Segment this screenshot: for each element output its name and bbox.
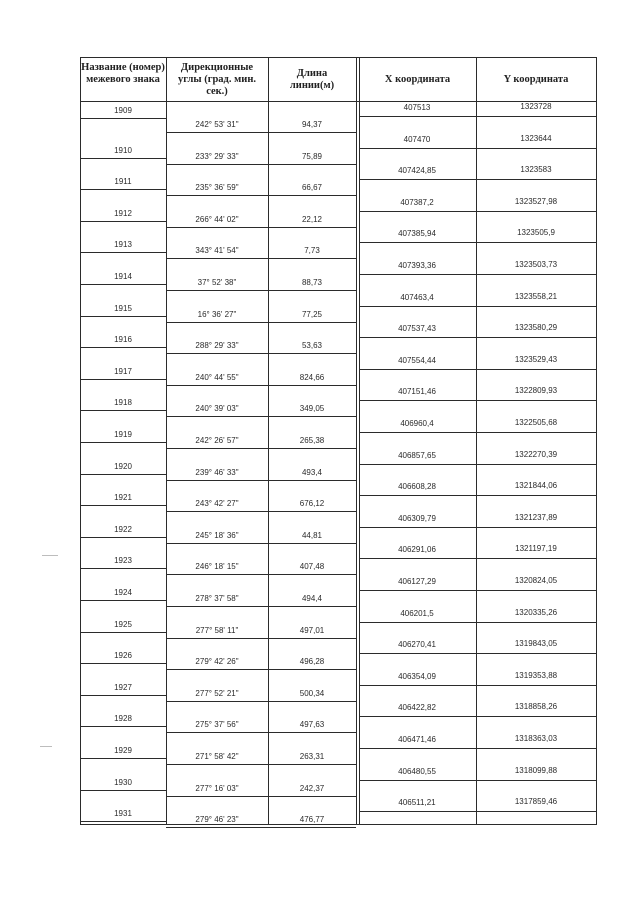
row-divider: [359, 780, 596, 781]
x-coordinate: 406471,46: [398, 735, 436, 744]
x-coordinate: 406857,65: [398, 450, 436, 460]
point-name: 1917: [114, 366, 132, 376]
x-coordinate: 407513: [403, 103, 431, 112]
direction-angle: 243° 42' 27": [195, 499, 239, 509]
direction-angle: 246° 18' 15": [195, 562, 239, 572]
point-name: 1919: [114, 430, 132, 439]
direction-angle: 288° 29' 33": [195, 341, 239, 351]
y-coordinate: 1322270,39: [514, 449, 558, 459]
row-divider: [80, 410, 166, 411]
row-divider: [359, 274, 596, 275]
line-length: 497,01: [299, 625, 325, 635]
y-coordinate: 1319843,05: [514, 639, 558, 649]
line-length: 496,28: [299, 657, 325, 667]
direction-angle: 277° 16' 03": [195, 783, 239, 793]
x-coordinate: 407463,4: [400, 292, 434, 302]
point-name: 1909: [114, 106, 132, 115]
row-divider: [166, 732, 356, 733]
row-divider: [166, 322, 356, 323]
row-divider: [80, 600, 166, 601]
row-divider: [166, 764, 356, 765]
line-length: 66,67: [301, 183, 323, 193]
x-coordinate: 406608,28: [398, 482, 436, 492]
row-divider: [166, 827, 356, 828]
row-divider: [80, 758, 166, 759]
scan-mark: [40, 746, 52, 747]
row-divider: [359, 242, 596, 243]
point-name: 1931: [114, 809, 132, 819]
header-angle: Дирекционные углы (град. мин. сек.): [178, 62, 256, 97]
row-divider: [80, 537, 166, 538]
y-coordinate: 1323558,21: [514, 291, 558, 301]
x-coordinate: 407385,94: [398, 229, 436, 239]
row-divider: [359, 716, 596, 717]
row-divider: [80, 118, 166, 119]
y-coordinate: 1323527,98: [514, 196, 558, 206]
y-coordinate: 1318858,26: [514, 702, 558, 712]
line-length: 77,25: [301, 309, 323, 319]
row-divider: [166, 258, 356, 259]
line-length: 494,4: [301, 594, 323, 603]
x-coordinate: 406960,4: [400, 419, 434, 428]
row-divider: [359, 116, 596, 117]
direction-angle: 240° 39' 03": [195, 404, 239, 414]
x-coordinate: 406309,79: [398, 513, 436, 523]
row-divider: [359, 685, 596, 686]
row-divider: [80, 252, 166, 253]
row-divider: [359, 590, 596, 591]
point-name: 1912: [114, 208, 132, 218]
scan-mark: [42, 555, 58, 556]
y-coordinate: 1323503,73: [514, 260, 558, 269]
row-divider: [80, 663, 166, 664]
row-divider: [359, 369, 596, 370]
y-coordinate: 1323505,9: [517, 228, 555, 238]
row-divider: [80, 158, 166, 159]
x-coordinate: 406127,29: [398, 577, 436, 586]
direction-angle: 343° 41' 54": [195, 246, 239, 256]
row-divider: [166, 416, 356, 417]
x-coordinate: 406354,09: [398, 671, 436, 681]
point-name: 1927: [114, 682, 132, 692]
x-coordinate: 407424,85: [398, 166, 436, 176]
y-coordinate: 1319353,88: [514, 670, 558, 680]
row-divider: [80, 221, 166, 222]
line-length: 7,73: [304, 246, 320, 256]
direction-angle: 277° 58' 11": [195, 625, 239, 635]
row-divider: [80, 505, 166, 506]
row-divider: [80, 347, 166, 348]
x-coordinate: 407387,2: [400, 197, 434, 207]
point-name: 1928: [114, 714, 132, 724]
x-coordinate: 406270,41: [398, 640, 436, 650]
y-coordinate: 1321197,19: [515, 544, 557, 554]
header-length: Длина линии(м): [289, 68, 335, 91]
direction-angle: 235° 36' 59": [195, 183, 239, 193]
direction-angle: 279° 42' 26": [195, 657, 239, 667]
y-coordinate: 1323529,43: [514, 354, 558, 364]
row-divider: [80, 316, 166, 317]
row-divider: [166, 385, 356, 386]
row-divider: [166, 638, 356, 639]
line-length: 22,12: [301, 214, 323, 224]
row-divider: [166, 480, 356, 481]
line-length: 497,63: [299, 720, 325, 730]
x-coordinate: 407470: [403, 134, 431, 144]
point-name: 1922: [114, 524, 132, 534]
direction-angle: 278° 37' 58": [195, 594, 239, 603]
line-length: 407,48: [299, 562, 325, 572]
point-name: 1913: [114, 240, 132, 250]
direction-angle: 277° 52' 21": [195, 688, 239, 698]
row-divider: [80, 632, 166, 633]
row-divider: [80, 821, 166, 822]
x-coordinate: 407151,46: [398, 387, 436, 397]
line-length: 824,66: [299, 372, 325, 382]
direction-angle: 245° 18' 36": [195, 530, 239, 540]
y-coordinate: 1323644: [520, 133, 552, 143]
direction-angle: 16° 36' 27": [197, 309, 237, 319]
direction-angle: 242° 53' 31": [195, 120, 239, 129]
row-divider: [80, 790, 166, 791]
line-length: 263,31: [299, 752, 325, 761]
point-name: 1918: [114, 398, 132, 408]
header-y: Y координата: [503, 74, 569, 85]
row-divider: [359, 432, 596, 433]
row-divider: [166, 701, 356, 702]
row-divider: [359, 337, 596, 338]
row-divider: [166, 195, 356, 196]
y-coordinate: 1323583: [520, 165, 552, 175]
row-divider: [359, 558, 596, 559]
column-divider: [356, 57, 357, 825]
point-name: 1926: [114, 651, 132, 661]
direction-angle: 239° 46' 33": [195, 467, 239, 477]
point-name: 1924: [114, 588, 132, 597]
point-name: 1921: [114, 493, 132, 503]
row-divider: [166, 543, 356, 544]
y-coordinate: 1322809,93: [514, 386, 558, 396]
row-divider: [80, 442, 166, 443]
line-length: 493,4: [301, 467, 323, 477]
row-divider: [359, 811, 596, 812]
x-coordinate: 407537,43: [398, 324, 436, 334]
point-name: 1915: [114, 303, 132, 313]
point-name: 1914: [114, 272, 132, 281]
row-divider: [80, 284, 166, 285]
row-divider: [359, 179, 596, 180]
line-length: 349,05: [299, 404, 325, 414]
point-name: 1911: [114, 177, 132, 187]
point-name: 1929: [114, 746, 132, 755]
row-divider: [359, 211, 596, 212]
row-divider: [359, 464, 596, 465]
line-length: 53,63: [301, 341, 323, 351]
point-name: 1910: [114, 145, 132, 155]
row-divider: [166, 796, 356, 797]
y-coordinate: 1318099,88: [514, 765, 558, 775]
direction-angle: 242° 26' 57": [195, 436, 239, 445]
row-divider: [80, 474, 166, 475]
y-coordinate: 1320824,05: [514, 576, 558, 585]
row-divider: [166, 448, 356, 449]
y-coordinate: 1318363,03: [514, 734, 558, 743]
x-coordinate: 407554,44: [398, 355, 436, 365]
x-coordinate: 406480,55: [398, 766, 436, 776]
x-coordinate: 406511,21: [398, 798, 436, 808]
direction-angle: 37° 52' 38": [197, 278, 237, 287]
row-divider: [359, 748, 596, 749]
line-length: 44,81: [301, 530, 323, 540]
line-length: 94,37: [301, 120, 323, 129]
line-length: 242,37: [299, 783, 325, 793]
row-divider: [359, 148, 596, 149]
row-divider: [166, 164, 356, 165]
row-divider: [80, 189, 166, 190]
row-divider: [80, 568, 166, 569]
row-divider: [166, 511, 356, 512]
point-name: 1925: [114, 619, 132, 629]
line-length: 500,34: [299, 688, 325, 698]
row-divider: [359, 527, 596, 528]
y-coordinate: 1317859,46: [514, 797, 558, 807]
row-divider: [166, 574, 356, 575]
point-name: 1923: [114, 556, 132, 566]
point-name: 1916: [114, 335, 132, 345]
y-coordinate: 1323580,29: [514, 323, 558, 333]
row-divider: [80, 695, 166, 696]
direction-angle: 275° 37' 56": [195, 720, 239, 730]
row-divider: [166, 227, 356, 228]
row-divider: [80, 379, 166, 380]
row-divider: [359, 306, 596, 307]
y-coordinate: 1322505,68: [514, 418, 558, 427]
x-coordinate: 406201,5: [400, 608, 434, 618]
row-divider: [166, 353, 356, 354]
row-divider: [80, 726, 166, 727]
header-name: Название (номер) межевого знака: [81, 62, 165, 85]
direction-angle: 233° 29' 33": [195, 151, 239, 161]
line-length: 676,12: [299, 499, 325, 509]
x-coordinate: 406291,06: [398, 545, 436, 555]
row-divider: [359, 400, 596, 401]
x-coordinate: 406422,82: [398, 703, 436, 713]
line-length: 75,89: [301, 151, 323, 161]
direction-angle: 240° 44' 55": [195, 372, 239, 382]
direction-angle: 279° 46' 23": [195, 815, 239, 825]
y-coordinate: 1321844,06: [514, 481, 558, 491]
direction-angle: 266° 44' 02": [195, 214, 239, 224]
row-divider: [166, 290, 356, 291]
line-length: 476,77: [299, 815, 325, 825]
row-divider: [359, 622, 596, 623]
row-divider: [359, 653, 596, 654]
row-divider: [166, 132, 356, 133]
line-length: 88,73: [301, 278, 323, 287]
direction-angle: 271° 58' 42": [195, 752, 239, 761]
point-name: 1920: [114, 461, 132, 471]
point-name: 1930: [114, 777, 132, 787]
row-divider: [359, 495, 596, 496]
row-divider: [166, 669, 356, 670]
y-coordinate: 1320335,26: [514, 607, 558, 617]
y-coordinate: 1321237,89: [514, 512, 558, 522]
y-coordinate: 1323728: [520, 102, 552, 111]
row-divider: [166, 606, 356, 607]
x-coordinate: 407393,36: [398, 261, 436, 270]
header-x: X координата: [384, 74, 451, 85]
line-length: 265,38: [299, 436, 325, 445]
